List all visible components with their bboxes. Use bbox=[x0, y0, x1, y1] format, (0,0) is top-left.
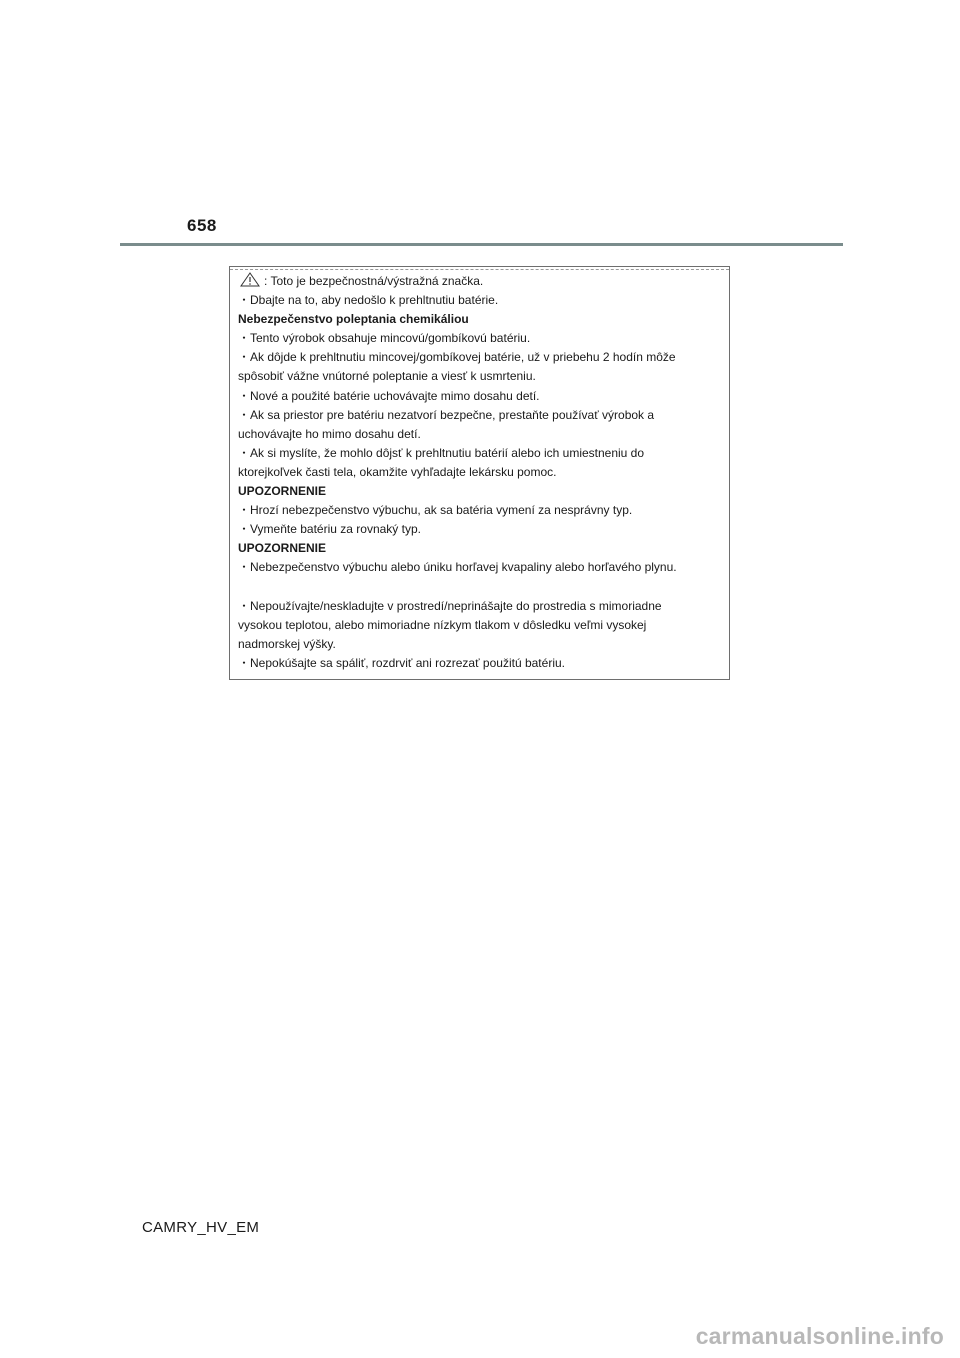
notice-line: ・Ak dôjde k prehltnutiu mincovej/gombíkovej batérie, už v priebehu 2 hodín môže bbox=[238, 350, 676, 365]
notice-line: ・Nebezpečenstvo výbuchu alebo úniku horľavej kvapaliny alebo horľavého plynu. bbox=[238, 560, 677, 575]
notice-line: ktorejkoľvek časti tela, okamžite vyhľadajte lekársku pomoc. bbox=[238, 464, 557, 479]
footer-manual-code: CAMRY_HV_EM bbox=[142, 1219, 260, 1236]
notice-line: nadmorskej výšky. bbox=[238, 636, 336, 651]
notice-line: vysokou teplotou, alebo mimoriadne nízkym tlakom v dôsledku veľmi vysokej bbox=[238, 617, 647, 632]
notice-line: ・Hrozí nebezpečenstvo výbuchu, ak sa batéria vymení za nesprávny typ. bbox=[238, 503, 633, 518]
notice-line: ・Nové a použité batérie uchovávajte mimo dosahu detí. bbox=[238, 388, 540, 403]
notice-line: ・Nepokúšajte sa spáliť, rozdrviť ani rozrezať použitú batériu. bbox=[238, 655, 565, 670]
page-number: 658 bbox=[187, 216, 217, 235]
warning-triangle-icon bbox=[240, 272, 260, 287]
symbol-legend-line bbox=[238, 272, 721, 291]
notice-line: uchovávajte ho mimo dosahu detí. bbox=[238, 426, 421, 441]
notice-line: ・Dbajte na to, aby nedošlo k prehltnutiu batérie. bbox=[238, 293, 499, 308]
section-heading-caution: UPOZORNENIE bbox=[238, 541, 327, 556]
battery-warning-box bbox=[229, 266, 730, 680]
section-heading-chemical-burn: Nebezpečenstvo poleptania chemikáliou bbox=[238, 312, 469, 327]
notice-line: spôsobiť vážne vnútorné poleptanie a viesť k usmrteniu. bbox=[238, 369, 536, 384]
notice-line: ・Vymeňte batériu za rovnaký typ. bbox=[238, 522, 421, 537]
notice-line: ・Tento výrobok obsahuje mincovú/gombíkovú batériu. bbox=[238, 331, 531, 346]
symbol-legend-text: : Toto je bezpečnostná/výstražná značka. bbox=[264, 274, 484, 288]
notice-line: ・Ak sa priestor pre batériu nezatvorí bezpečne, prestaňte používať výrobok a bbox=[238, 407, 655, 422]
notice-blank-line bbox=[238, 578, 721, 597]
notice-line: ・Ak si myslíte, že mohlo dôjsť k prehltnutiu batérií alebo ich umiestneniu do bbox=[238, 445, 645, 460]
notice-line: ・Nepoužívajte/neskladujte v prostredí/neprinášajte do prostredia s mimoriadne bbox=[238, 598, 662, 613]
watermark: carmanualsonline.info bbox=[695, 1323, 944, 1349]
section-heading-caution: UPOZORNENIE bbox=[238, 484, 327, 499]
header-rule bbox=[120, 243, 843, 246]
